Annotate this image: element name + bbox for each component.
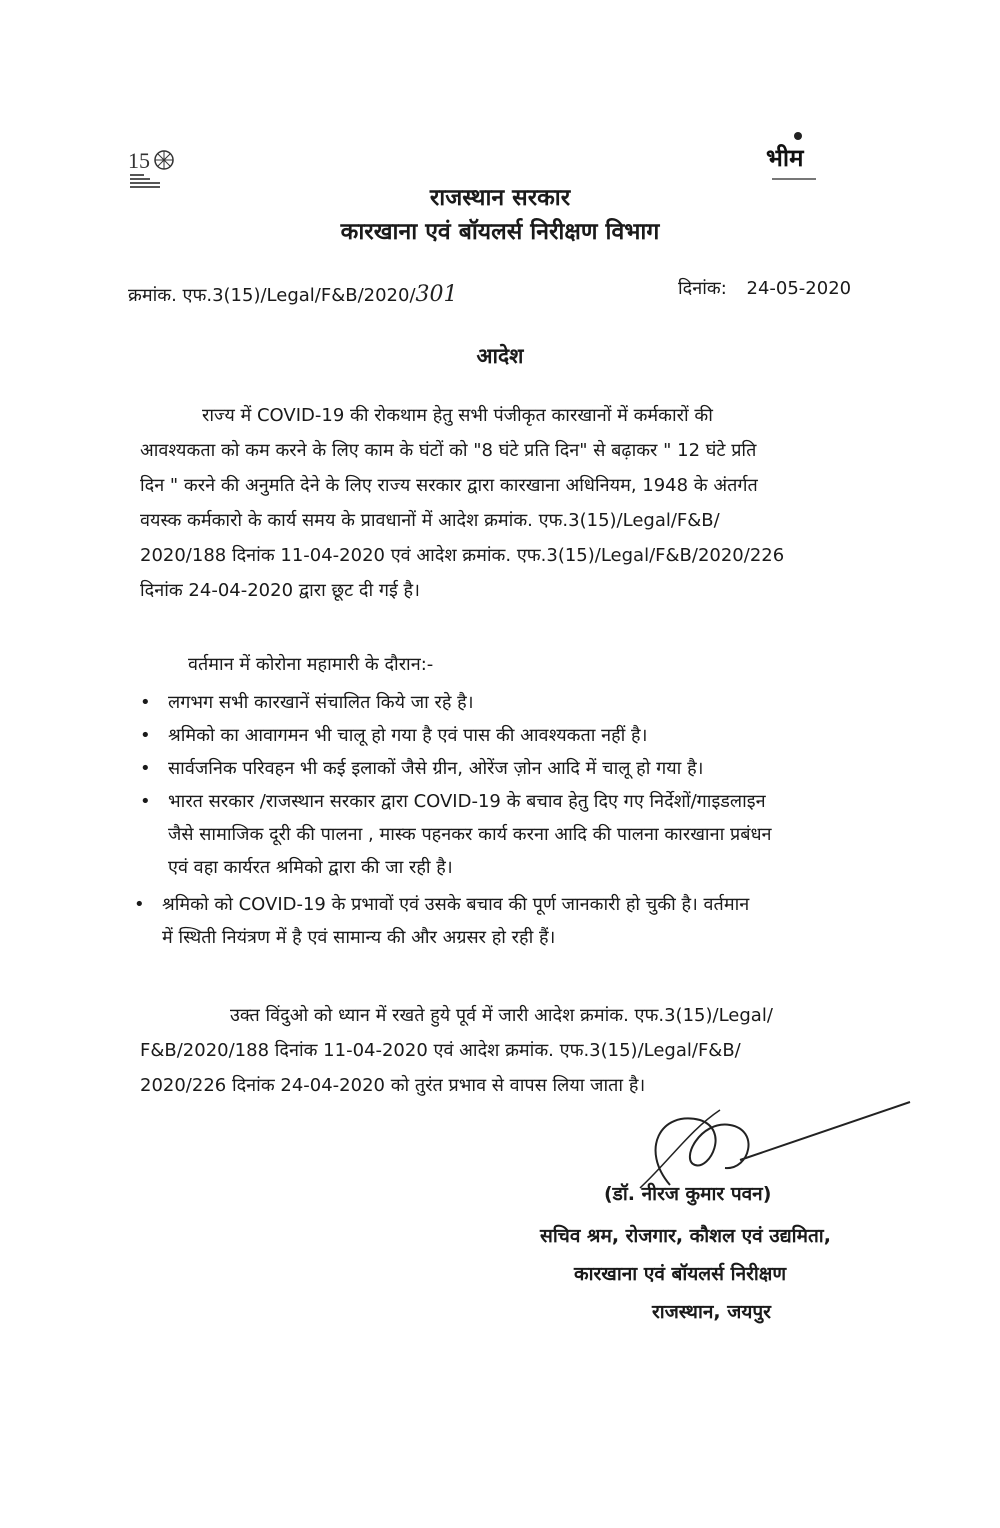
paragraph-line: F&B/2020/188 दिनांक 11-04-2020 एवं आदेश क्रमांक. एफ.3(15)/Legal/F&B/ (140, 1040, 741, 1061)
list-item (140, 686, 920, 719)
order-number-label: क्रमांक. एफ.3(15)/Legal/F&B/2020/ (128, 285, 416, 306)
list-item-text (162, 888, 749, 954)
conditions-list (134, 686, 920, 954)
signatory-department: कारखाना एवं बॉयलर्स निरीक्षण (574, 1263, 787, 1285)
list-item-text: श्रमिको का आवागमन भी चालू हो गया है एवं पास की आवश्यकता नहीं है। (168, 725, 648, 746)
list-item-text: सार्वजनिक परिवहन भी कई इलाकों जैसे ग्रीन, ओरेंज ज़ोन आदि में चालू हो गया है। (168, 758, 704, 779)
paragraph-line: आवश्यकता को कम करने के लिए काम के घंटों को "8 घंटे प्रति दिन" से बढ़ाकर " 12 घंटे प्रति (140, 440, 757, 461)
signatory-location: राजस्थान, जयपुर (652, 1301, 771, 1323)
paragraph-2 (140, 998, 910, 1103)
handwritten-signature (600, 1090, 920, 1190)
date-value: 24-05-2020 (746, 278, 852, 299)
paragraph-line: वयस्क कर्मकारो के कार्य समय के प्रावधानों में आदेश क्रमांक. एफ.3(15)/Legal/F&B/ (140, 510, 720, 531)
svg-text:भीम: भीम (766, 144, 804, 172)
signatory-name: (डॉ. नीरज कुमार पवन) (604, 1183, 772, 1205)
paragraph-line: दिन " करने की अनुमति देने के लिए राज्य सरकार द्वारा कारखाना अधिनियम, 1948 के अंतर्गत (140, 475, 758, 496)
order-title: आदेश (476, 344, 524, 368)
paragraph-line: राज्य में COVID-19 की रोकथाम हेतु सभी पंजीकृत कारखानों में कर्मकारों की (202, 405, 713, 426)
bullet-icon: • (140, 758, 151, 779)
svg-text:15: 15 (128, 148, 150, 173)
department-heading: कारखाना एवं बॉयलर्स निरीक्षण विभाग (340, 219, 660, 245)
list-item (134, 888, 920, 954)
list-item-line: में स्थिती नियंत्रण में है एवं सामान्य की और अग्रसर हो रही हैं। (162, 927, 556, 948)
list-item (140, 785, 920, 884)
bullet-icon: • (140, 692, 151, 713)
paragraph-line: 2020/226 दिनांक 24-04-2020 को तुरंत प्रभाव से वापस लिया जाता है। (140, 1075, 646, 1096)
paragraph-line: उक्त विंदुओ को ध्यान में रखते हुये पूर्व में जारी आदेश क्रमांक. एफ.3(15)/Legal/ (230, 1005, 773, 1026)
list-item-line: एवं वहा कार्यरत श्रमिको द्वारा की जा रही है। (168, 857, 453, 878)
list-item-line: जैसे सामाजिक दूरी की पालना , मास्क पहनकर कार्य करना आदि की पालना कारखाना प्रबंधन (168, 824, 772, 845)
paragraph-1 (140, 398, 900, 608)
bullet-icon: • (140, 725, 151, 746)
paragraph-line: दिनांक 24-04-2020 द्वारा छूट दी गई है। (140, 580, 420, 601)
government-heading: राजस्थान सरकार (429, 185, 571, 211)
handwritten-order-number: 301 (415, 282, 458, 307)
order-number (128, 282, 458, 307)
order-date (678, 276, 851, 300)
signatory-designation: सचिव श्रम, रोजगार, कौशल एवं उद्यमिता, (540, 1225, 831, 1247)
conditions-intro: वर्तमान में कोरोना महामारी के दौरान:- (188, 654, 434, 675)
paragraph-line: 2020/188 दिनांक 11-04-2020 एवं आदेश क्रमांक. एफ.3(15)/Legal/F&B/2020/226 (140, 545, 785, 566)
list-item-line: श्रमिको को COVID-19 के प्रभावों एवं उसके बचाव की पूर्ण जानकारी हो चुकी है। वर्तमान (162, 894, 750, 915)
list-item (140, 719, 920, 752)
bullet-icon: • (140, 791, 151, 812)
list-item (140, 752, 920, 785)
list-item-text (168, 785, 772, 884)
bullet-icon: • (134, 894, 145, 915)
bhim-logo (764, 128, 824, 186)
list-item-line: भारत सरकार /राजस्थान सरकार द्वारा COVID-19 के बचाव हेतु दिए गए निर्देशों/गाइडलाइन (168, 791, 766, 812)
list-item-text: लगभग सभी कारखानें संचालित किये जा रहे है। (168, 692, 474, 713)
date-label: दिनांक: (678, 278, 727, 299)
